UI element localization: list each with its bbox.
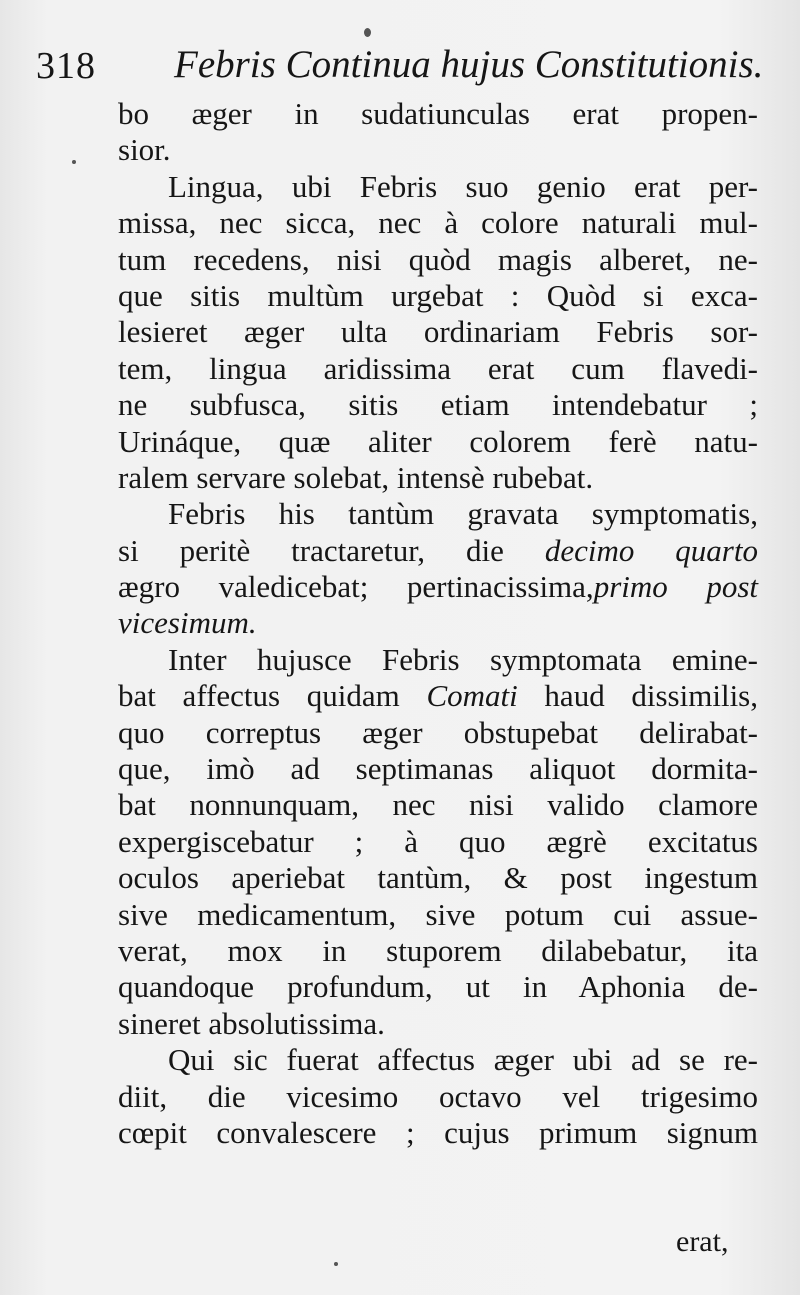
text-line: cœpit convalescere ; cujus primum signum bbox=[118, 1114, 758, 1150]
text-line: Inter hujusce Febris symptomata emine- bbox=[168, 641, 758, 677]
text-run: haud dissimilis, bbox=[517, 678, 758, 714]
ink-speck bbox=[334, 1262, 338, 1266]
text-line: verat, mox in stuporem dilabebatur, ita bbox=[118, 932, 758, 968]
text-line: ralem servare solebat, intensè rubebat. bbox=[118, 459, 594, 495]
text-line: que, imò ad septimanas aliquot dormita- bbox=[118, 751, 758, 787]
text-line: bo æger in sudatiunculas erat propen- bbox=[118, 96, 758, 131]
text-run: si peritè tractaretur, die bbox=[118, 532, 545, 568]
ink-speck bbox=[72, 160, 76, 164]
text-line: Urináque, quæ aliter colorem ferè natu- bbox=[118, 423, 758, 459]
text-line: tum recedens, nisi quòd magis alberet, ne- bbox=[118, 241, 758, 277]
italic-phrase: vicesimum. bbox=[118, 605, 257, 641]
text-line bbox=[118, 569, 758, 605]
text-run: ægro valedicebat; pertinacissima, bbox=[118, 569, 594, 605]
italic-phrase: primo post bbox=[593, 569, 758, 605]
text-line: missa, nec sicca, nec à colore naturali mul- bbox=[118, 205, 758, 241]
text-line: quo correptus æger obstupebat delirabat- bbox=[118, 714, 758, 750]
text-line: bat nonnunquam, nec nisi valido clamore bbox=[118, 787, 758, 823]
text-run: bat affectus quidam bbox=[118, 678, 427, 714]
text-line: expergiscebatur ; à quo ægrè excitatus bbox=[118, 823, 758, 859]
text-line bbox=[118, 605, 758, 641]
page-number: 318 bbox=[36, 45, 96, 87]
text-line: sior. bbox=[118, 132, 171, 168]
ink-speck bbox=[364, 28, 371, 37]
text-line bbox=[118, 678, 758, 714]
text-line: sive medicamentum, sive potum cui assue- bbox=[118, 896, 758, 932]
text-line: sineret absolutissima. bbox=[118, 1005, 385, 1041]
catchword: erat, bbox=[676, 1225, 729, 1258]
text-line: que sitis multùm urgebat : Quòd si exca- bbox=[118, 277, 758, 313]
text-line: lesieret æger ulta ordinariam Febris sor- bbox=[118, 314, 758, 350]
page-header bbox=[36, 38, 764, 98]
text-line: Febris his tantùm gravata symptomatis, bbox=[168, 496, 758, 532]
text-line: tem, lingua aridissima erat cum flavedi- bbox=[118, 350, 758, 386]
text-line bbox=[118, 533, 758, 569]
text-line: Qui sic fuerat affectus æger ubi ad se re- bbox=[168, 1042, 758, 1078]
running-title: Febris Continua hujus Constitutionis. bbox=[174, 43, 764, 86]
text-line: quandoque profundum, ut in Aphonia de- bbox=[118, 969, 758, 1005]
text-line: ne subfusca, sitis etiam intendebatur ; bbox=[118, 387, 758, 423]
text-line: Lingua, ubi Febris suo genio erat per- bbox=[168, 168, 758, 204]
italic-phrase: decimo quarto bbox=[544, 532, 758, 568]
italic-phrase: Comati bbox=[426, 678, 518, 714]
text-line: diit, die vicesimo octavo vel trigesimo bbox=[118, 1078, 758, 1114]
body-text bbox=[118, 96, 758, 1151]
text-line: oculos aperiebat tantùm, & post ingestum bbox=[118, 860, 758, 896]
